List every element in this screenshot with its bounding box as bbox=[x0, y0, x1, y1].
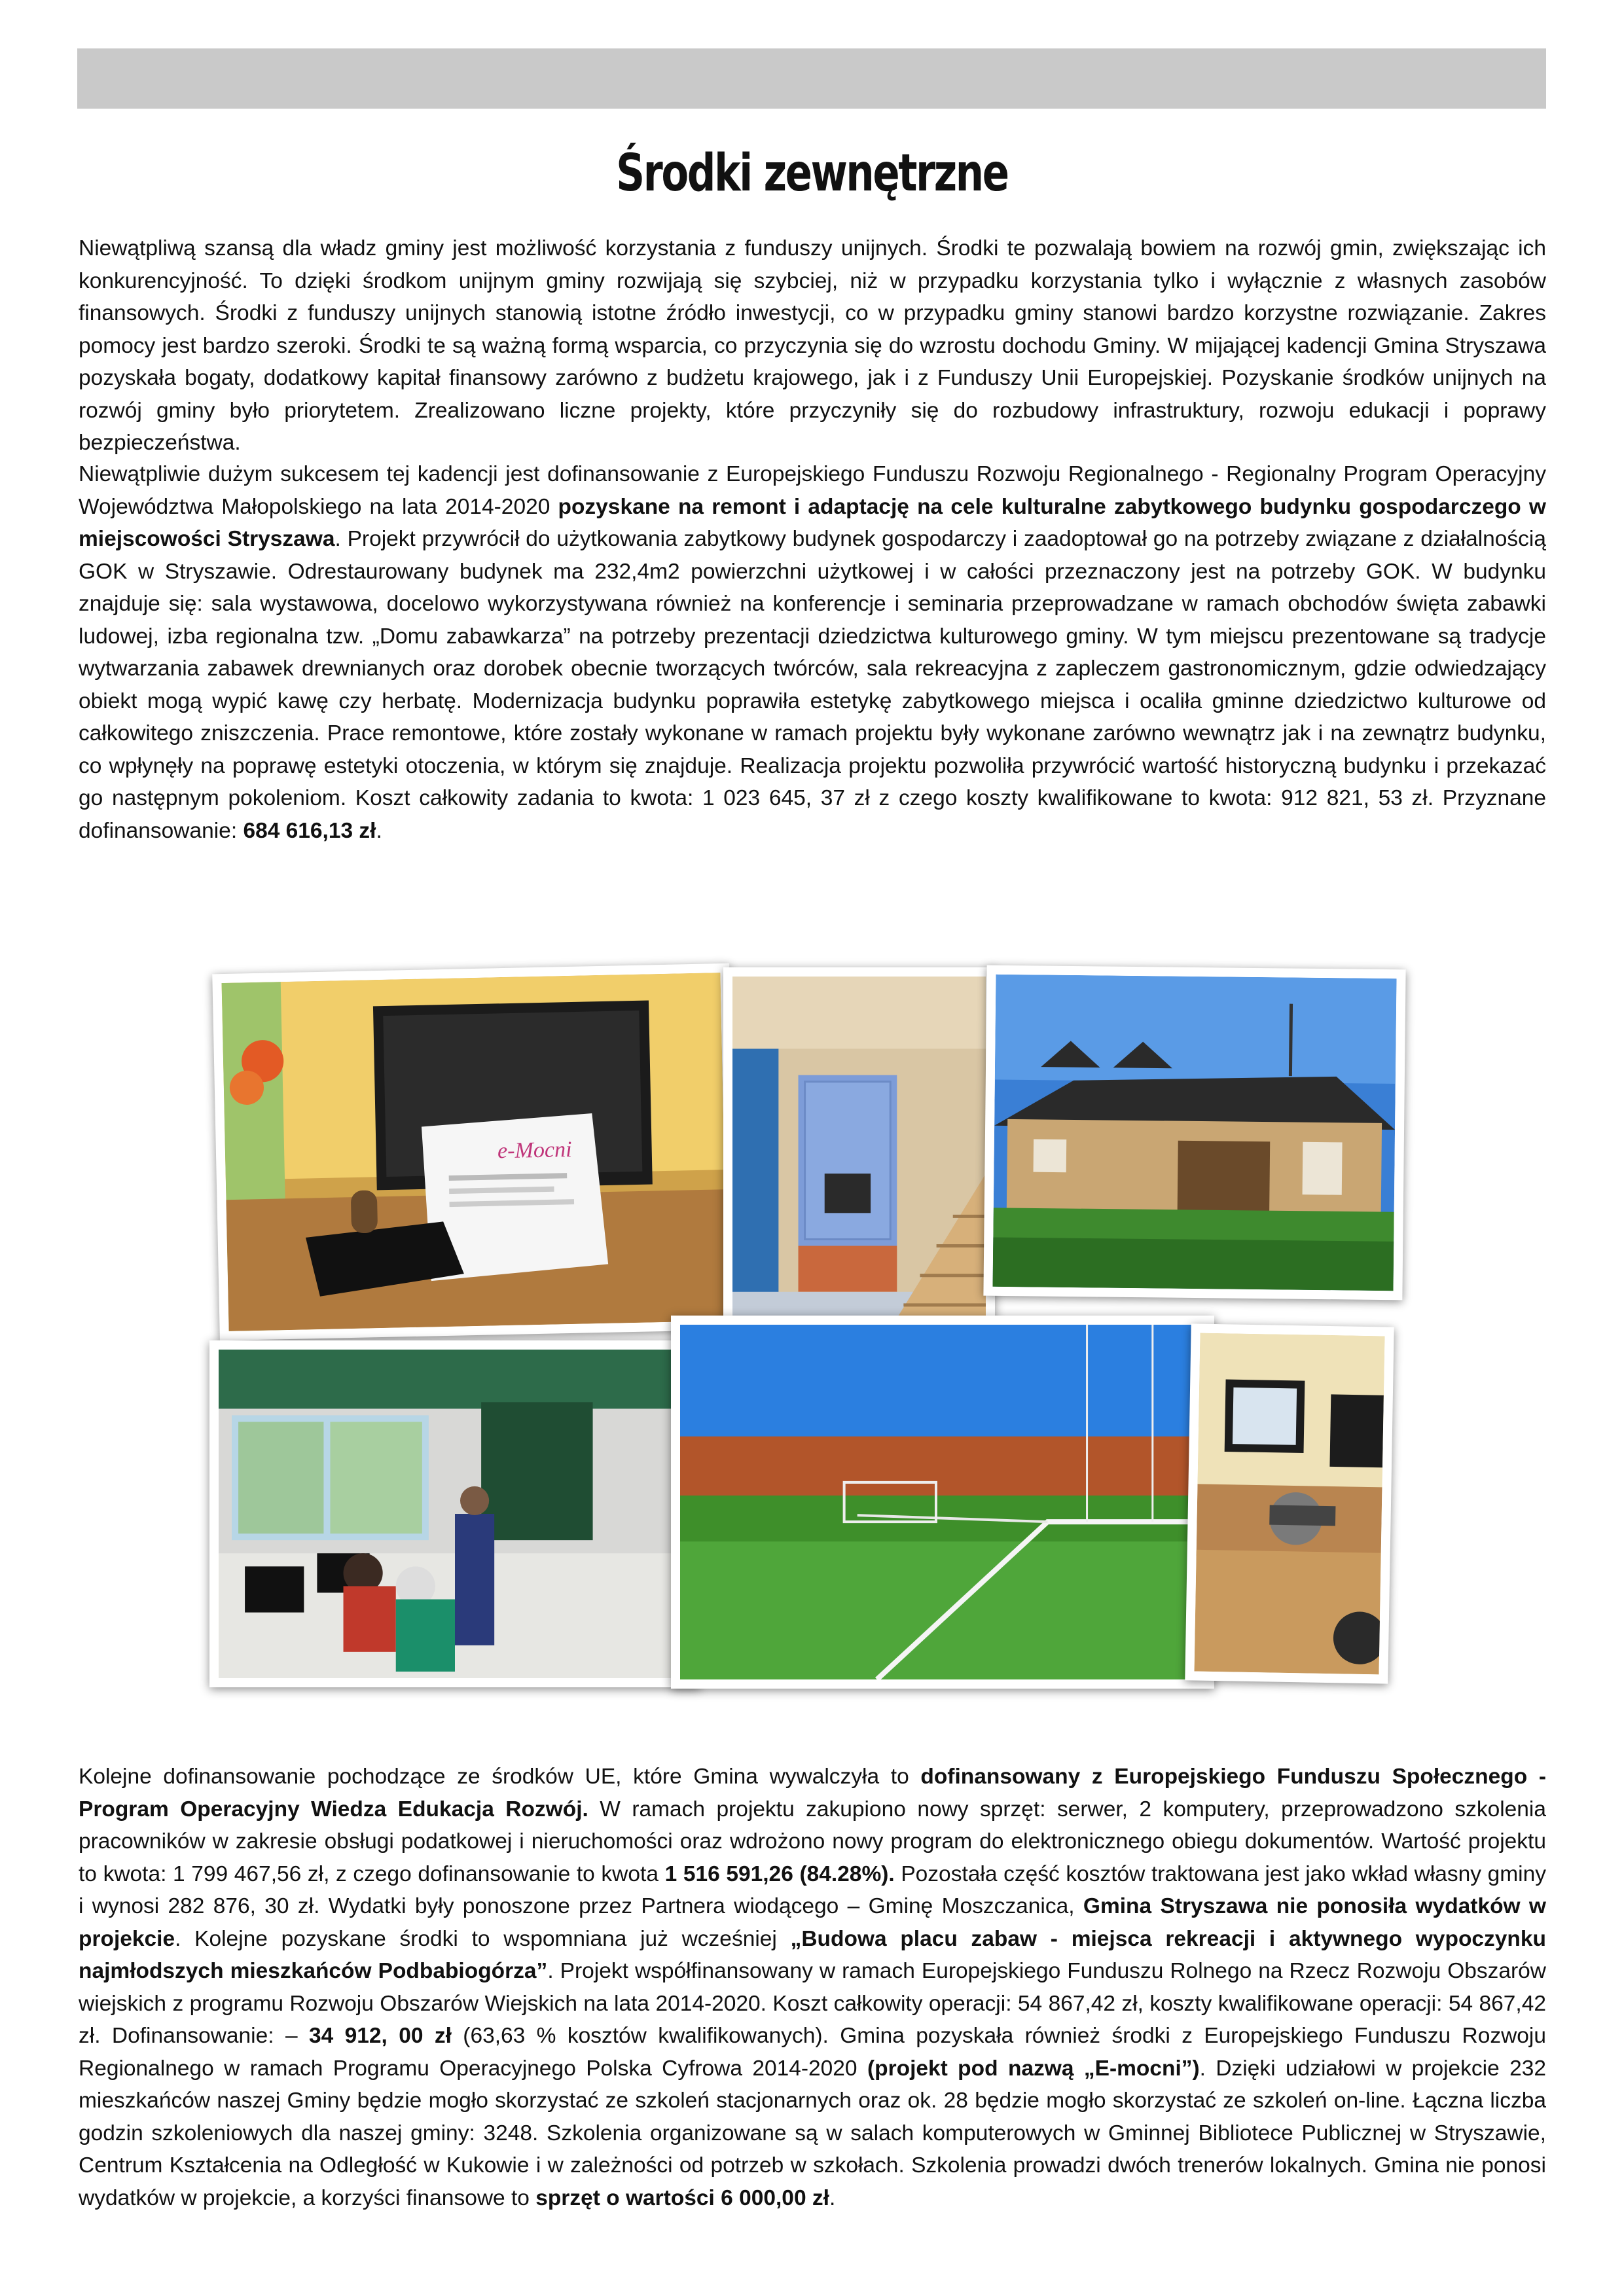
text-run: Pozostała część kosztów traktowana jest jako wkład własny gminy i wynosi 282 876, 30 zł. Wydatki były ponoszone przez Partnera wiodącego – Gminę Moszczanica, bbox=[79, 1861, 1546, 1918]
photo-tiled-stove bbox=[723, 967, 995, 1340]
text-run: (63,63 % kosztów kwalifikowanych). Gmina pozyskała również środki z Europejskiego Funduszu Rozwoju Regionalnego w ramach Programu Operacyjnego Polska Cyfrowa 2014-2020 bbox=[79, 2024, 1546, 2081]
photo-sports-field bbox=[671, 1316, 1214, 1689]
bold-run: 1 516 591,26 (84.28%). bbox=[664, 1861, 895, 1886]
bold-run: Gmina Stryszawa nie ponosiła wydatków w projekcie bbox=[79, 1894, 1546, 1951]
bold-run: 34 912, 00 zł bbox=[308, 2024, 452, 2048]
photo-computer-certificate bbox=[212, 963, 737, 1340]
text-run: Kolejne dofinansowanie pochodzące ze środków UE, które Gmina wywalczyła to bbox=[79, 1765, 921, 1789]
intro-paragraph: Niewątpliwą szansą dla władz gminy jest możliwość korzystania z funduszy unijnych. Środki te pozwalają bowiem na rozwój gmin, zwiększając ich konkurencyjność. To dzięki środkom unijnym gminy rozwijają się szybciej, niż w przypadku korzystania tylko i wyłącznie z własnych zasobów finansowych. Środki z funduszy unijnych stanowią istotne źródło inwestycji, co w przypadku gminy stanowi bardzo korzystne rozwiązanie. Zakres pomocy jest bardzo szeroki. Środki te są ważną formą wsparcia, co przyczynia się do wzrostu dochodu Gminy. W mijającej kadencji Gmina Stryszawa pozyskała bogaty, dodatkowy kapitał finansowy zarówno z budżetu krajowego, jak i z Funduszy Unii Europejskiej. Pozyskanie środków unijnych na rozwój gminy było priorytetem. Zrealizowano liczne projekty, które przyczyniły się do rozbudowy infrastruktury, rozwoju edukacji i poprawy bezpieczeństwa. bbox=[79, 236, 1546, 455]
robotics-image bbox=[1195, 1333, 1385, 1675]
text-run: . bbox=[829, 2185, 836, 2210]
text-run: Niewątpliwie dużym sukcesem tej kadencji jest dofinansowanie z Europejskiego Funduszu Rozwoju Regionalnego - Regionalny Program Operacyjny Województwa Małopolskiego na lata 2014-2020 bbox=[79, 462, 1546, 519]
wooden-house-image bbox=[993, 975, 1397, 1291]
bold-run: pozyskane na remont i adaptację na cele kulturalne zabytkowego budynku gospodarczego w miejscowości Stryszawa bbox=[79, 494, 1546, 551]
text-run: . bbox=[376, 818, 382, 843]
computer-class-image bbox=[219, 1350, 691, 1678]
bold-run: „Budowa placu zabaw - miejsca rekreacji i aktywnego wypoczynku najmłodszych mieszkańców Podbabiogórza” bbox=[79, 1926, 1546, 1983]
text-run: . Projekt przywrócił do użytkowania zabytkowy budynek gospodarczy i zaadoptował go na potrzeby związane z działalnością GOK w Stryszawie. Odrestaurowany budynek ma 232,4m2 powierzchni użytkowej i w całości przeznaczony jest na potrzeby GOK. W budynku znajduje się: sala wystawowa, docelowo wykorzystywana również na konferencje i seminaria przeprowadzane w ramach obchodów święta zabawki ludowej, izba regionalna tzw. „Domu zabawkarza” na potrzeby prezentacji dziedzictwa kulturowego gminy. W tym miejscu prezentowane są tradycje wytwarzania zabawek drewnianych oraz dorobek obecnie tworzących twórców, sala rekreacyjna z zapleczem gastronomicznym, gdzie odwiedzający obiekt mogą wypić kawę czy herbatę. Modernizacja budynku poprawiła estetykę zabytkowego miejsca i ocaliła gminne dziedzictwo kulturowe od całkowitego zniszczenia. Prace remontowe, które zostały wykonane w ramach projektu były wykonane zarówno wewnątrz jak i na zewnątrz budynku, co wpłynęły na poprawę estetyki otoczenia, w którym się znajduje. Realizacja projektu pozwoliła przywrócić wartość historyczną budynku i przekazać go następnym pokoleniom. Koszt całkowity zadania to kwota: 1 023 645, 37 zł z czego koszty kwalifikowane to kwota: 912 821, 53 zł. Przyznane dofinansowanie: bbox=[79, 527, 1546, 843]
photo-wooden-house bbox=[983, 965, 1405, 1300]
header-bar bbox=[77, 48, 1546, 109]
page-title: Środki zewnętrzne bbox=[616, 144, 1008, 203]
text-run: . Projekt współfinansowany w ramach Europejskiego Funduszu Rolnego na Rzecz Rozwoju Obszarów wiejskich z programu Rozwoju Obszarów Wiejskich na lata 2014-2020. Koszt całkowity operacji: 54 867,42 zł, koszty kwalifikowane operacji: 54 867,42 zł. Dofinansowanie: – bbox=[79, 1959, 1547, 2048]
text-run: W ramach projektu zakupiono nowy sprzęt: serwer, 2 komputery, przeprowadzono szkolenia pracowników w zakresie obsługi podatkowej i nieruchomości oraz wdrożono nowy program do elektronicznego obiegu dokumentów. Wartość projektu to kwota: 1 799 467,56 zł, z czego dofinansowanie to kwota bbox=[79, 1797, 1546, 1886]
certificate-logo-text: e-Mocni bbox=[497, 1137, 572, 1164]
computer-certificate-image bbox=[222, 973, 728, 1331]
text-run: . Kolejne pozyskane środki to wspomniana już wcześniej bbox=[175, 1926, 791, 1951]
bold-run: dofinansowany z Europejskiego Funduszu Społecznego - Program Operacyjny Wiedza Edukacja Rozwój. bbox=[79, 1765, 1546, 1821]
bold-run: sprzęt o wartości 6 000,00 zł bbox=[535, 2185, 829, 2210]
tiled-stove-image bbox=[732, 977, 986, 1331]
sports-field-image bbox=[680, 1325, 1205, 1679]
bold-run: 684 616,13 zł bbox=[243, 818, 376, 843]
eu-funding-paragraph bbox=[79, 1761, 1546, 2214]
bold-run: (projekt pod nazwą „E-mocni”) bbox=[867, 2056, 1200, 2081]
text-run: . Dzięki udziałowi w projekcie 232 mieszkańców naszej Gminy będzie mogło skorzystać ze szkoleń stacjonarnych oraz ok. 28 będzie mogło skorzystać ze szkoleń on-line. Łączna liczba godzin szkoleniowych dla naszej gminy: 3248. Szkolenia organizowane są w salach komputerowych w Gminnej Bibliotece Publicznej w Stryszawie, Centrum Kształcenia na Odległość w Kukowie i w zależności od potrzeb w szkołach. Szkolenia prowadzi dwóch trenerów lokalnych. Gmina nie ponosi wydatków w projekcie, a korzyści finansowe to bbox=[79, 2056, 1547, 2210]
photo-computer-class bbox=[209, 1340, 700, 1687]
heritage-building-paragraph bbox=[79, 458, 1546, 847]
photo-robotics bbox=[1185, 1323, 1394, 1683]
